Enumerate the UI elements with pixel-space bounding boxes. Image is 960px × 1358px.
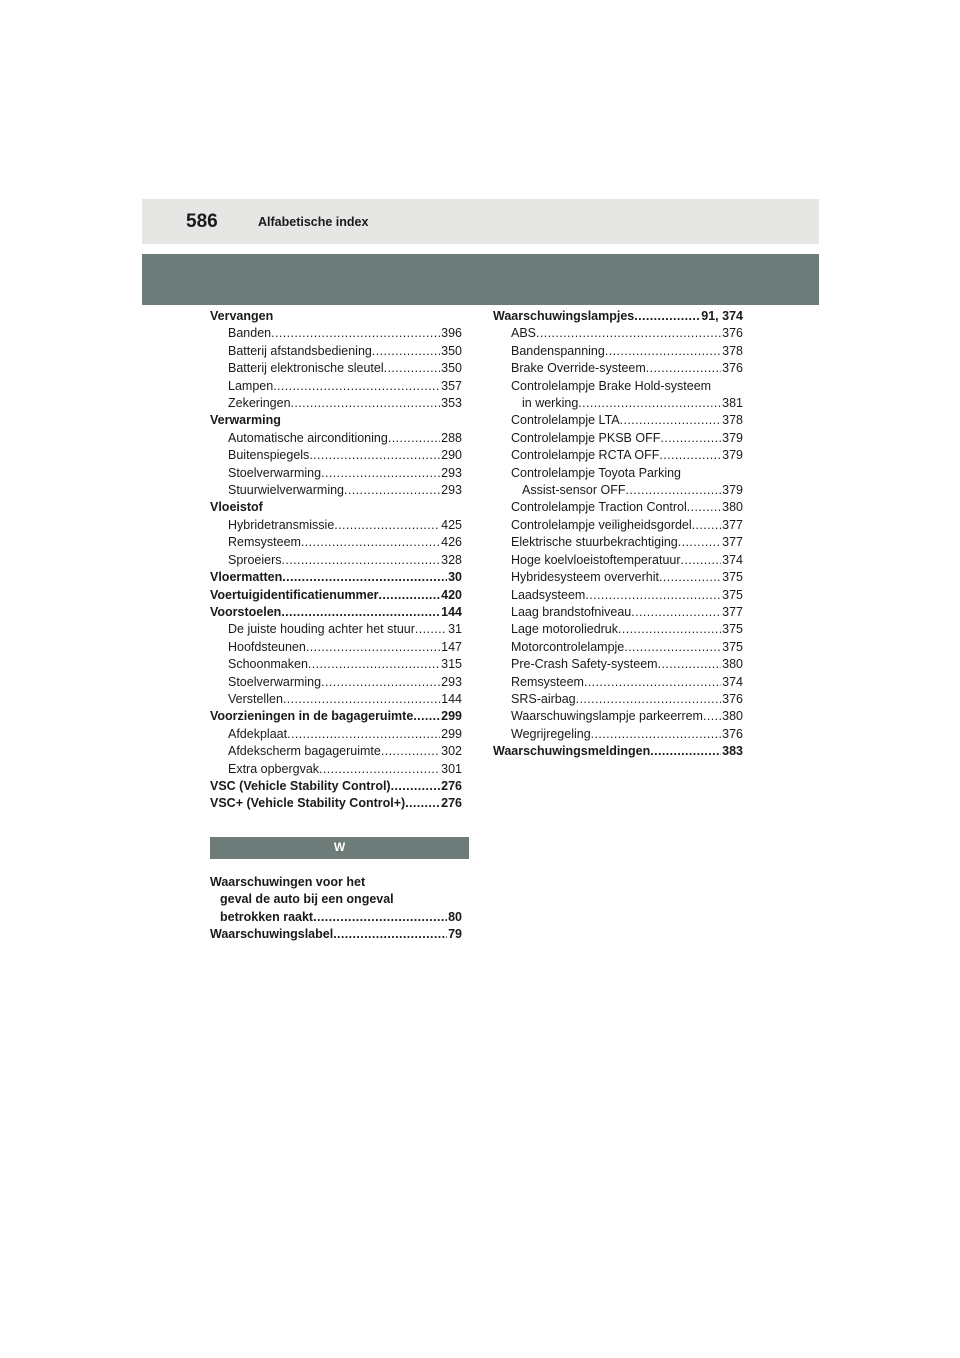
index-entry	[493, 587, 743, 604]
index-entry	[210, 778, 462, 795]
index-entry	[210, 534, 462, 551]
index-entry-page: 290	[441, 448, 462, 463]
index-entry-page: 379	[722, 448, 743, 463]
index-entry-label: Schoonmaken	[228, 657, 308, 672]
index-entry	[210, 430, 462, 447]
index-heading: geval de auto bij een ongeval	[220, 892, 394, 907]
index-entry-page: 293	[441, 483, 462, 498]
index-entry-label: Automatische airconditioning	[228, 430, 388, 445]
index-entry-label: Wegrijregeling	[511, 726, 591, 741]
index-entry-label: Laag brandstofniveau	[511, 604, 632, 619]
index-entry	[493, 499, 743, 516]
index-entry-page: 144	[441, 691, 462, 706]
leader-dots	[692, 517, 721, 534]
index-entry	[210, 761, 462, 778]
index-entry-page: 375	[722, 622, 743, 637]
section-header-w: W	[210, 837, 469, 859]
index-entry-page: 80	[448, 909, 462, 924]
index-entry-label: Stuurwielverwarming	[228, 483, 345, 498]
index-entry	[493, 639, 743, 656]
index-entry-page: 381	[722, 396, 743, 411]
leader-dots	[659, 447, 721, 464]
index-list-left	[210, 308, 462, 813]
index-entry-page: 396	[441, 326, 462, 341]
leader-dots	[321, 674, 440, 691]
index-entry	[493, 691, 743, 708]
leader-dots	[384, 360, 441, 377]
index-entry-label: Lage motoroliedruk	[511, 622, 619, 637]
index-entry	[493, 534, 743, 551]
index-entry-label: Stoelverwarming	[228, 465, 322, 480]
leader-dots	[415, 621, 447, 638]
leader-dots	[584, 674, 721, 691]
index-entry	[210, 726, 462, 743]
index-entry-label: Vloermatten	[210, 570, 283, 585]
index-entry	[210, 708, 462, 725]
index-entry-label: Voertuigidentificatienummer	[210, 587, 379, 602]
index-entry	[210, 795, 462, 812]
leader-dots	[282, 552, 441, 569]
index-entry	[493, 308, 743, 325]
index-entry-page: 374	[722, 674, 743, 689]
index-entry	[210, 604, 462, 621]
index-entry	[210, 743, 462, 760]
index-entry-page: 293	[441, 465, 462, 480]
index-column-right	[493, 308, 743, 761]
index-entry-page: 377	[722, 535, 743, 550]
index-entry-label: Voorzieningen in de bagageruimte	[210, 709, 414, 724]
index-entry-label: Verstellen	[228, 691, 283, 706]
leader-dots	[381, 743, 440, 760]
index-entry-label: Hybridesysteem oververhit	[511, 570, 659, 585]
header-band	[142, 254, 819, 305]
leader-dots	[576, 691, 722, 708]
leader-dots	[391, 778, 441, 795]
index-entry	[210, 587, 462, 604]
index-entry	[493, 412, 743, 429]
index-entry-label: Sproeiers	[228, 552, 282, 567]
index-entry-label: VSC+ (Vehicle Stability Control+)	[210, 796, 406, 811]
leader-dots	[301, 534, 440, 551]
index-heading: Verwarming	[210, 413, 281, 428]
index-entry-page: 315	[441, 657, 462, 672]
index-entry-label: Batterij elektronische sleutel	[228, 361, 384, 376]
leader-dots	[620, 412, 722, 429]
index-entry-label: Controlelampje LTA	[511, 413, 620, 428]
leader-dots	[646, 360, 721, 377]
index-entry-page: 375	[722, 570, 743, 585]
index-entry-page: 31	[448, 622, 462, 637]
index-entry-label: Elektrische stuurbekrachtiging	[511, 535, 678, 550]
leader-dots	[291, 395, 441, 412]
leader-dots	[681, 552, 722, 569]
leader-dots	[333, 926, 447, 943]
index-entry	[210, 691, 462, 708]
index-entry-page: 30	[448, 570, 462, 585]
index-entry-label: Waarschuwingslampje parkeerrem	[511, 709, 703, 724]
index-entry-page: 377	[722, 517, 743, 532]
index-entry	[493, 430, 743, 447]
index-entry-label: De juiste houding achter het stuur	[228, 622, 415, 637]
index-entry-page: 375	[722, 639, 743, 654]
index-entry-label: Remsysteem	[228, 535, 301, 550]
index-entry	[493, 656, 743, 673]
index-entry	[210, 447, 462, 464]
leader-dots	[309, 447, 440, 464]
index-entry-label: Lampen	[228, 378, 274, 393]
index-entry-label: ABS	[511, 326, 537, 341]
index-entry-page: 376	[722, 726, 743, 741]
index-entry-page: 376	[722, 691, 743, 706]
index-entry-page: 288	[441, 430, 462, 445]
index-entry-page: 301	[441, 761, 462, 776]
index-entry-page: 276	[441, 796, 462, 811]
leader-dots	[659, 569, 721, 586]
index-entry-label: Controlelampje Traction Control	[511, 500, 687, 515]
leader-dots	[678, 534, 721, 551]
index-entry-page: 328	[441, 552, 462, 567]
index-entry	[493, 604, 743, 621]
page-header	[142, 199, 819, 244]
index-entry	[210, 465, 462, 482]
index-entry	[210, 656, 462, 673]
index-entry-page: 293	[441, 674, 462, 689]
index-entry	[493, 569, 743, 586]
index-entry-page: 376	[722, 326, 743, 341]
index-entry-label: Controlelampje veiligheidsgordel	[511, 517, 692, 532]
index-entry-page: 91, 374	[701, 309, 743, 323]
index-entry-label: Afdekscherm bagageruimte	[228, 744, 381, 759]
index-entry-page: 299	[441, 709, 462, 724]
leader-dots	[578, 395, 721, 412]
index-entry	[493, 343, 743, 360]
index-entry-label: Hoge koelvloeistoftemperatuur	[511, 552, 681, 567]
index-entry-page: 383	[722, 744, 743, 759]
index-entry	[493, 743, 743, 760]
index-entry	[493, 552, 743, 569]
index-entry-page: 378	[722, 413, 743, 428]
leader-dots	[631, 604, 721, 621]
index-entry	[493, 395, 743, 412]
index-entry-page: 276	[441, 778, 462, 793]
leader-dots	[626, 482, 722, 499]
index-entry	[210, 552, 462, 569]
index-entry	[210, 674, 462, 691]
index-entry-label: Hoofdsteunen	[228, 639, 306, 654]
index-entry	[493, 621, 743, 638]
index-heading: Waarschuwingen voor het	[210, 874, 366, 889]
index-heading: Vervangen	[210, 309, 274, 323]
leader-dots	[660, 430, 721, 447]
index-entry-page: 379	[722, 430, 743, 445]
index-entry	[210, 325, 462, 342]
index-entry-label: in werking	[522, 396, 579, 411]
leader-dots	[585, 587, 721, 604]
index-entry-label: SRS-airbag	[511, 691, 576, 706]
header-title: Alfabetische index	[258, 214, 369, 229]
index-heading: Vloeistof	[210, 500, 263, 515]
index-entry-page: 380	[722, 500, 743, 515]
leader-dots	[405, 795, 440, 812]
index-entry-page: 375	[722, 587, 743, 602]
index-entry-label: Zekeringen	[228, 396, 291, 411]
leader-dots	[308, 656, 440, 673]
index-entry-page: 144	[441, 604, 462, 619]
index-entry	[210, 639, 462, 656]
index-entry-page: 357	[441, 378, 462, 393]
index-entry-label: Waarschuwingslampjes	[493, 309, 635, 323]
index-entry-label: Afdekplaat	[228, 726, 288, 741]
index-entry	[210, 926, 462, 943]
leader-dots	[283, 691, 440, 708]
leader-dots	[273, 378, 440, 395]
index-entry	[493, 482, 743, 499]
page-number: 586	[186, 210, 218, 232]
index-entry-label: Pre-Crash Safety-systeem	[511, 657, 658, 672]
leader-dots	[281, 604, 440, 621]
index-entry-page: 147	[441, 639, 462, 654]
leader-dots	[413, 708, 440, 725]
index-entry	[493, 708, 743, 725]
index-entry-page: 299	[441, 726, 462, 741]
leader-dots	[634, 308, 700, 325]
index-entry-page: 379	[722, 483, 743, 498]
leader-dots	[306, 639, 440, 656]
index-entry-label: Controlelampje RCTA OFF	[511, 448, 660, 463]
index-heading: Controlelampje Brake Hold-systeem	[511, 378, 712, 393]
index-entry	[210, 569, 462, 586]
index-entry-label: Assist-sensor OFF	[522, 483, 626, 498]
index-entry-page: 79	[448, 927, 462, 941]
index-entry-label: betrokken raakt	[220, 909, 314, 924]
leader-dots	[313, 909, 447, 926]
index-entry	[210, 395, 462, 412]
leader-dots	[624, 639, 721, 656]
index-entry-page: 426	[441, 535, 462, 550]
index-list-right	[493, 308, 743, 761]
leader-dots	[287, 726, 440, 743]
index-entry-page: 350	[441, 343, 462, 358]
leader-dots	[282, 569, 447, 586]
index-entry-page: 377	[722, 604, 743, 619]
leader-dots	[618, 621, 721, 638]
index-entry-label: VSC (Vehicle Stability Control)	[210, 778, 391, 793]
leader-dots	[687, 499, 721, 516]
index-entry	[493, 517, 743, 534]
leader-dots	[344, 482, 440, 499]
index-entry	[210, 378, 462, 395]
index-heading: Controlelampje Toyota Parking	[511, 465, 682, 480]
leader-dots	[372, 343, 440, 360]
index-entry-page: 425	[441, 517, 462, 532]
index-entry	[210, 517, 462, 534]
leader-dots	[319, 761, 440, 778]
leader-dots	[536, 325, 721, 342]
index-list-w	[210, 874, 462, 944]
index-column-left	[210, 308, 462, 943]
index-entry	[210, 621, 462, 638]
index-entry-page: 350	[441, 361, 462, 376]
leader-dots	[703, 708, 721, 725]
leader-dots	[388, 430, 440, 447]
index-entry-label: Bandenspanning	[511, 343, 605, 358]
leader-dots	[658, 656, 722, 673]
index-entry-label: Brake Override-systeem	[511, 361, 646, 376]
index-entry-label: Waarschuwingsmeldingen	[493, 744, 651, 759]
index-entry-label: Hybridetransmissie	[228, 517, 335, 532]
index-entry-page: 380	[722, 709, 743, 724]
index-entry	[493, 360, 743, 377]
index-entry-page: 353	[441, 396, 462, 411]
index-entry-label: Waarschuwingslabel	[210, 927, 334, 941]
index-entry-label: Banden	[228, 326, 272, 341]
index-entry-label: Laadsysteem	[511, 587, 586, 602]
index-entry-page: 378	[722, 343, 743, 358]
leader-dots	[271, 325, 440, 342]
leader-dots	[379, 587, 441, 604]
index-entry-label: Batterij afstandsbediening	[228, 343, 372, 358]
index-entry	[493, 726, 743, 743]
index-entry-label: Motorcontrolelampje	[511, 639, 625, 654]
index-entry-page: 302	[441, 744, 462, 759]
index-entry-label: Buitenspiegels	[228, 448, 310, 463]
index-entry	[210, 482, 462, 499]
index-entry-page: 380	[722, 657, 743, 672]
index-entry-label: Voorstoelen	[210, 604, 282, 619]
leader-dots	[334, 517, 440, 534]
index-entry	[210, 360, 462, 377]
index-entry	[493, 674, 743, 691]
leader-dots	[321, 465, 440, 482]
index-entry-label: Extra opbergvak	[228, 761, 320, 776]
index-entry-page: 420	[441, 587, 462, 602]
index-entry	[493, 325, 743, 342]
leader-dots	[605, 343, 721, 360]
leader-dots	[650, 743, 721, 760]
index-entry-page: 376	[722, 361, 743, 376]
index-entry-label: Stoelverwarming	[228, 674, 322, 689]
index-entry	[493, 447, 743, 464]
leader-dots	[591, 726, 721, 743]
index-entry-label: Remsysteem	[511, 674, 584, 689]
index-entry-label: Controlelampje PKSB OFF	[511, 430, 661, 445]
index-entry-page: 374	[722, 552, 743, 567]
index-entry	[210, 909, 462, 926]
index-entry	[210, 343, 462, 360]
